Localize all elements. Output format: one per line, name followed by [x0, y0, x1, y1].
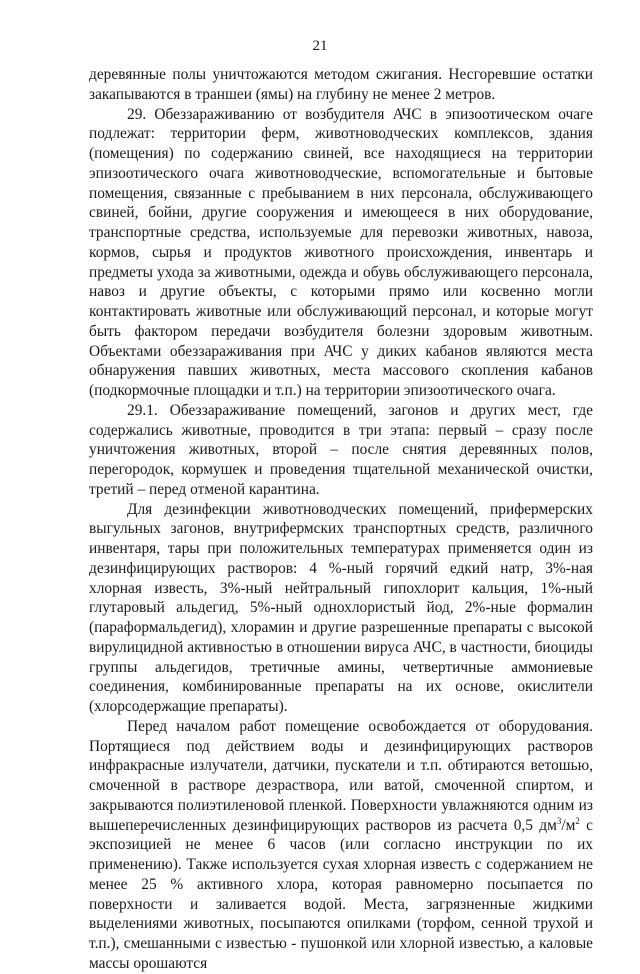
procedure-unit: /м — [561, 816, 576, 834]
paragraph-procedure — [89, 717, 593, 974]
body-text — [89, 65, 593, 974]
paragraph-disinfectants: Для дезинфекции животноводческих помещений, прифермерских выгульных загонов, внутрифермских транспортных средств, различного инвентаря, тары при положительных температурах применяется один из дезинфицирующих растворов: 4 %-ный горячий едкий натр, 3%-ная хлорная известь, 3%-ный нейтральный гипохлорит кальция, 1%-ный глутаровый альдегид, 5%-ный однохлористый йод, 2%-ные формалин (параформальдегид), хлорамин и другие разрешенные препараты с высокой вирулицидной активностью в отношении вируса АЧС, в частности, биоциды группы альдегидов, третичные амины, четвертичные аммониевые соединения, комбинированные препараты на их основе, окислители (хлорсодержащие препараты). — [89, 500, 593, 715]
page-number: 21 — [312, 38, 328, 54]
procedure-text-end: с экспозицией не менее 6 часов (или согласно инструкции по их применению). Также используется сухая хлорная известь с содержанием не менее 25 % активного хлора, которая равномерно посыпается по поверхности и заливается водой. Места, загрязненные жидкими выделениями животных, посыпаются опилками (торфом, сенной трухой и т.п.), смешанными с известью - пушонкой или хлорной известью, а каловые массы орошаются — [89, 816, 593, 972]
superscript-cubic: 3 — [556, 815, 562, 826]
paragraph-29: 29. Обеззараживанию от возбудителя АЧС в эпизоотическом очаге подлежат: территории ферм, животноводческих комплексов, здания (помещения) по содержанию свиней, все находящиеся на территории эпизоотического очага животноводческие, вспомогательные и бытовые помещения, связанные с пребыванием в них персонала, обслуживающего свиней, бойни, другие сооружения и имеющееся в них оборудование, транспортные средства, используемые для перевозки животных, навоза, кормов, сырья и продуктов животного происхождения, инвентарь и предметы ухода за животными, одежда и обувь обслуживающего персонала, навоз и другие объекты, с которыми прямо или косвенно могли контактировать животные или обслуживающий персонал, и которые могут быть фактором передачи возбудителя болезни здоровым животным. Объектами обеззараживания при АЧС у диких кабанов являются места обнаружения павших животных, места массового скопления кабанов (подкормочные площадки и т.п.) на территории эпизоотического очага. — [89, 105, 593, 399]
superscript-square: 2 — [575, 815, 580, 826]
paragraph-29-1: 29.1. Обеззараживание помещений, загонов и других мест, где содержались животные, проводится в три этапа: первый – сразу после уничтожения животных, второй – после снятия деревянных полов, перегородок, кормушек и проведения тщательной механической очистки, третий – перед отменой карантина. — [89, 401, 593, 498]
procedure-text-start: Перед началом работ помещение освобождается от оборудования. Портящиеся под действием воды и дезинфицирующих растворов инфракрасные излучатели, датчики, пускатели и т.п. обтираются ветошью, смоченной в растворе дезраствора, или ватой, смоченной спиртом, и закрываются полиэтиленовой пленкой. Поверхности увлажняются одним из вышеперечисленных дезинфицирующих растворов из расчета 0,5 дм — [89, 717, 593, 834]
paragraph-continuation: деревянные полы уничтожаются методом сжигания. Несгоревшие остатки закапываются в траншеи (ямы) на глубину не менее 2 метров. — [89, 66, 593, 103]
